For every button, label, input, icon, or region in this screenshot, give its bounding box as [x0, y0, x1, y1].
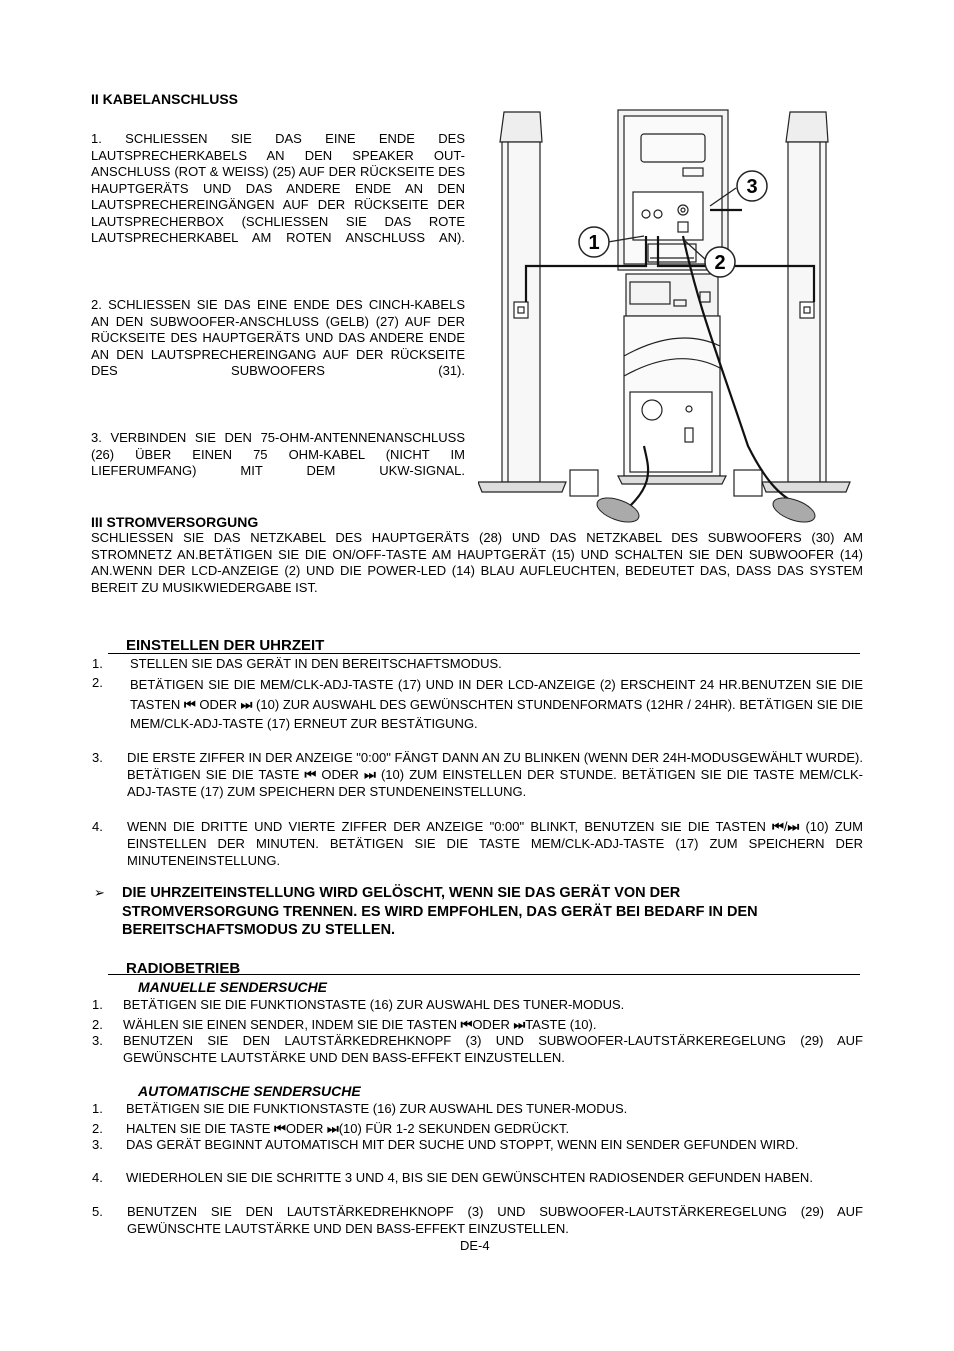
auto-step-5: BENUTZEN SIE DEN LAUTSTÄRKEDREHKNOPF (3) UND SUBWOOFER-LAUTSTÄRKEREGELUNG (29) AUF GEWÜNSCHTE LAUTSTÄRKE UND DEN BASS-EFFEKT EINZUSTELLEN.	[127, 1204, 863, 1236]
manual-step-1: BETÄTIGEN SIE DIE FUNKTIONSTASTE (16) ZUR AUSWAHL DES TUNER-MODUS.	[123, 997, 625, 1012]
step-text: ODER	[472, 1017, 510, 1032]
step-number: 1.	[92, 656, 103, 671]
step-text: ODER	[321, 766, 359, 782]
step-text: ODER	[285, 1121, 324, 1136]
skip-forward-icon: ⏭	[364, 766, 376, 782]
callout-3-label: 3	[746, 176, 758, 198]
skip-back-icon: ⏮	[772, 819, 784, 834]
right-speaker-tower	[762, 112, 850, 492]
step-number: 1.	[92, 997, 103, 1012]
wall-socket-left	[570, 470, 598, 496]
power-plugs	[594, 493, 818, 526]
step-number: 2.	[92, 675, 103, 690]
clock-step-2	[130, 675, 863, 734]
skip-forward-icon: ⏭	[787, 819, 800, 834]
manual-step-3: BENUTZEN SIE DEN LAUTSTÄRKEDREHKNOPF (3) UND SUBWOOFER-LAUTSTÄRKEREGELUNG (29) AUF GEWÜNSCHTE LAUTSTÄRKE UND DEN BASS-EFFEKT EINZUSTELLEN.	[123, 1033, 863, 1065]
manual-step-2	[123, 1017, 863, 1034]
step-text: ODER	[199, 696, 237, 712]
paragraph-cable-1: 1. SCHLIESSEN SIE DAS EINE ENDE DES LAUTSPRECHERKABELS AN DEN SPEAKER OUT-ANSCHLUSS (ROT & WEISS) (25) AUF DER RÜCKSEITE DES HAUPTGERÄTS UND DAS ANDERE ENDE AN DEN LAUTSPRECHEREINGÄNGEN AUF DER RÜCKSEITE DER LAUTSPRECHERBOX (SCHLIESSEN SIE DAS ROTE LAUTSPRECHERKABEL AM ROTEN ANSCHLUSS AN).	[91, 131, 465, 245]
skip-back-icon: ⏮	[274, 1121, 286, 1136]
step-text: (10) ZUM EINSTELLEN DER MINUTEN. BETÄTIGEN SIE DIE TASTE MEM/CLK-ADJ-TASTE (17) ZUM SPEICHERN DER MINUTENEINSTELLUNG.	[127, 819, 863, 868]
step-number: 5.	[92, 1204, 103, 1219]
subsection-title-auto: AUTOMATISCHE SENDERSUCHE	[138, 1083, 361, 1099]
callout-1-label: 1	[588, 232, 600, 254]
clock-step-3	[127, 750, 863, 800]
step-text: (10) ZUR AUSWAHL DES GEWÜNSCHTEN STUNDENFORMATS (12HR / 24HR). BETÄTIGEN SIE DIE MEM/CLK-ADJ-TASTE (17) ERNEUT ZUR BESTÄTIGUNG.	[130, 696, 863, 731]
auto-step-1: BETÄTIGEN SIE DIE FUNKTIONSTASTE (16) ZUR AUSWAHL DES TUNER-MODUS.	[126, 1101, 628, 1116]
step-number: 4.	[92, 1170, 103, 1185]
page-number: DE-4	[460, 1238, 490, 1253]
subwoofer-cabinet	[618, 274, 726, 484]
auto-step-4: WIEDERHOLEN SIE DIE SCHRITTE 3 UND 4, BIS SIE DEN GEWÜNSCHTEN RADIOSENDER GEFUNDEN HABEN.	[126, 1170, 813, 1185]
skip-forward-icon: ⏭	[327, 1121, 339, 1136]
step-number: 4.	[92, 819, 103, 834]
step-text: (10) ZUM EINSTELLEN DER STUNDE. BETÄTIGEN SIE DIE TASTE MEM/CLK-ADJ-TASTE (17) ZUM SPEICHERN DER STUNDENEINSTELLUNG.	[127, 766, 863, 799]
skip-back-icon: ⏮	[184, 696, 196, 712]
title-underline	[108, 974, 860, 975]
step-text: BETÄTIGEN SIE DIE MEM/CLK-ADJ-TASTE (17) UND IN DER LCD-ANZEIGE (2) ERSCHEINT 24 HR.BENUTZEN SIE DIE TASTEN	[130, 677, 863, 712]
skip-forward-icon: ⏭	[513, 1017, 526, 1032]
paragraph-cable-3: 3. VERBINDEN SIE DEN 75-OHM-ANTENNENANSCHLUSS (26) ÜBER EINEN 75 OHM-KABEL (NICHT IM LIEFERUMFANG) MIT DEM UKW-SIGNAL.	[91, 430, 465, 478]
section-title-kabelanschluss: II KABELANSCHLUSS	[91, 91, 239, 107]
step-text: (10) FÜR 1-2 SEKUNDEN GEDRÜCKT.	[338, 1121, 570, 1136]
title-underline	[108, 653, 860, 654]
step-number: 3.	[92, 1033, 103, 1048]
note-bullet-icon: ➢	[94, 885, 105, 900]
subsection-title-manual: MANUELLE SENDERSUCHE	[138, 979, 328, 995]
step-text: TASTE (10).	[525, 1017, 597, 1032]
skip-back-icon: ⏮	[460, 1017, 473, 1032]
section-title-stromversorgung: III STROMVERSORGUNG	[91, 514, 259, 530]
step-text: DIE ERSTE ZIFFER IN DER ANZEIGE "0:00" FÄNGT DANN AN ZU BLINKEN (WENN DER 24H-MODUSGEWÄHLT WURDE). BETÄTIGEN SIE DIE TASTE	[127, 750, 863, 782]
auto-step-3: DAS GERÄT BEGINNT AUTOMATISCH MIT DER SUCHE UND STOPPT, WENN EIN SENDER GEFUNDEN WIRD.	[126, 1137, 799, 1152]
step-number: 2.	[92, 1017, 103, 1032]
left-speaker-tower	[478, 112, 566, 492]
step-number: 3.	[92, 750, 103, 765]
callout-2	[705, 247, 735, 277]
step-text: /	[783, 819, 788, 834]
paragraph-cable-2: 2. SCHLIESSEN SIE DAS EINE ENDE DES CINCH-KABELS AN DEN SUBWOOFER-ANSCHLUSS (GELB) (27) AUF DER RÜCKSEITE DES HAUPTGERÄTS UND DAS ANDERE ENDE AN DEN LAUTSPRECHEREINGANG AUF DER RÜCKSEITE DES SUBWOOFERS (31).	[91, 297, 465, 378]
step-number: 2.	[92, 1121, 103, 1136]
step-text: HALTEN SIE DIE TASTE	[126, 1121, 271, 1136]
step-number: 1.	[92, 1101, 103, 1116]
callout-2-label: 2	[714, 252, 726, 274]
clock-step-4	[127, 819, 863, 869]
step-text: WENN DIE DRITTE UND VIERTE ZIFFER DER ANZEIGE "0:00" BLINKT, BENUTZEN SIE DIE TASTEN	[127, 819, 766, 834]
main-unit	[618, 110, 728, 270]
clock-note: DIE UHRZEITEINSTELLUNG WIRD GELÖSCHT, WENN SIE DAS GERÄT VON DER STROMVERSORGUNG TRENNEN. ES WIRD EMPFOHLEN, DAS GERÄT BEI BEDARF IN DEN BEREITSCHAFTSMODUS ZU STELLEN.	[122, 885, 758, 938]
step-number: 3.	[92, 1137, 103, 1152]
section-title-radio: RADIOBETRIEB	[126, 960, 241, 977]
clock-step-1: STELLEN SIE DAS GERÄT IN DEN BEREITSCHAFTSMODUS.	[130, 656, 502, 671]
step-text: WÄHLEN SIE EINEN SENDER, INDEM SIE DIE TASTEN	[123, 1017, 457, 1032]
callout-1	[579, 227, 609, 257]
skip-forward-icon: ⏭	[240, 696, 253, 712]
wall-socket-right	[734, 470, 762, 496]
paragraph-power: SCHLIESSEN SIE DAS NETZKABEL DES HAUPTGERÄTS (28) UND DAS NETZKABEL DES SUBWOOFERS (30) AM STROMNETZ AN.BETÄTIGEN SIE DIE ON/OFF-TASTE AM HAUPTGERÄT (15) UND SCHALTEN SIE DEN SUBWOOFER (14) AN.WENN DER LCD-ANZEIGE (2) UND DIE POWER-LED (14) BLAU AUFLEUCHTEN, BEDEUTET DAS, DASS DAS SYSTEM BEREIT ZU MUSIKWIEDERGABE IST.	[91, 530, 863, 595]
callout-3	[737, 171, 767, 201]
skip-back-icon: ⏮	[304, 766, 317, 782]
section-title-clock: EINSTELLEN DER UHRZEIT	[126, 637, 325, 654]
connection-diagram	[478, 106, 870, 526]
auto-step-2	[126, 1121, 863, 1138]
